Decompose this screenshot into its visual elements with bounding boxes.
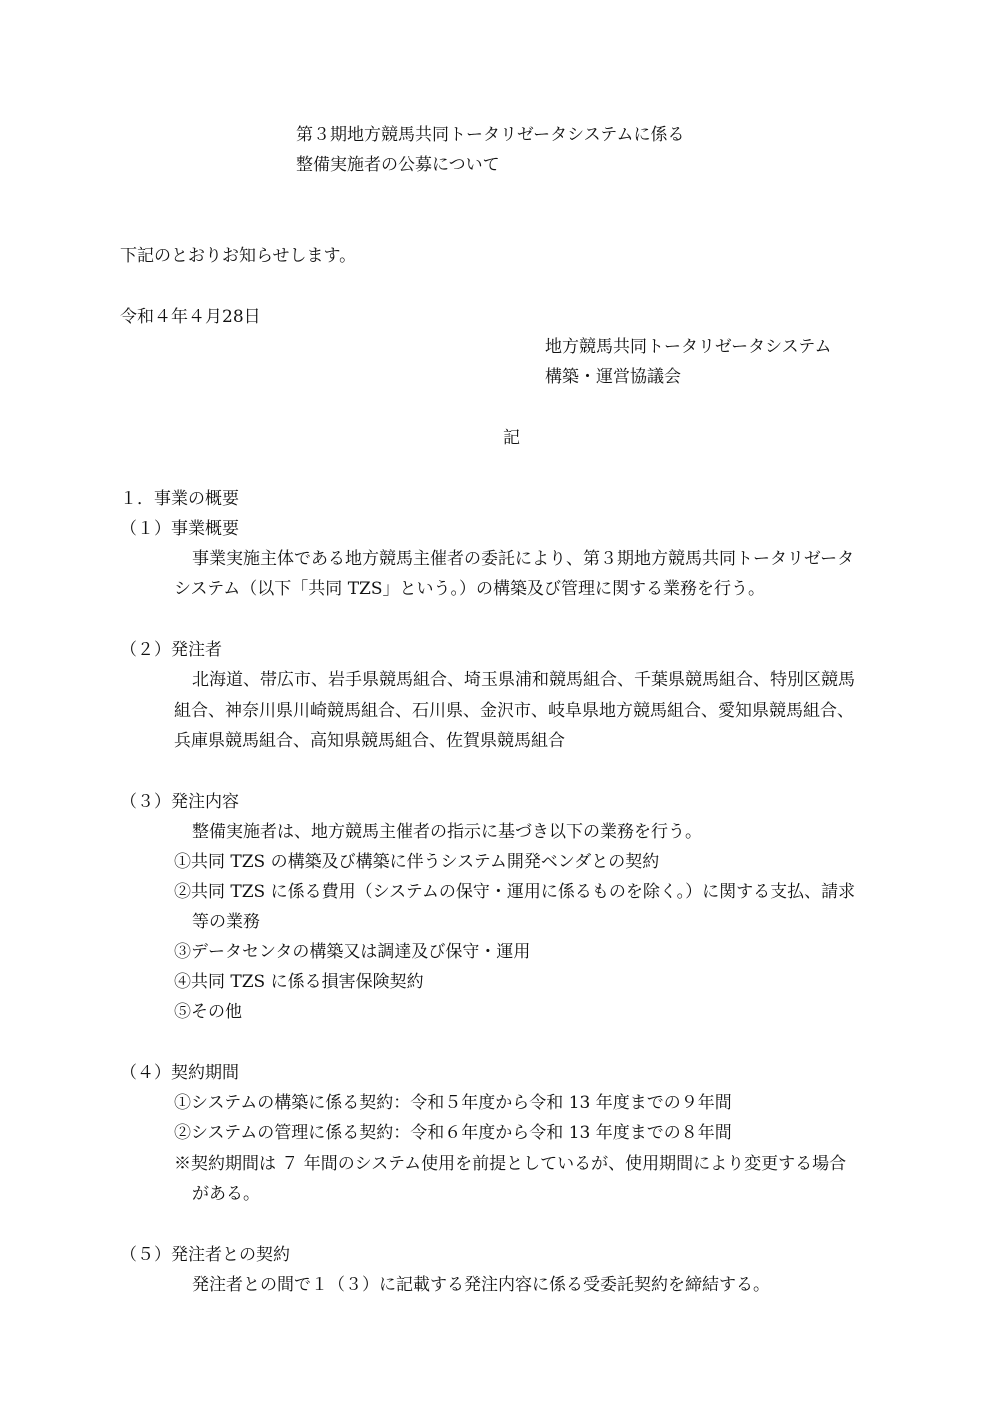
subsection-5-body: 発注者との間で１（３）に記載する発注内容に係る受委託契約を締結する。 <box>192 1275 770 1295</box>
subsection-3-item-2-line-2: 等の業務 <box>192 912 260 932</box>
subsection-4-item-1: ①システムの構築に係る契約：令和５年度から令和 13 年度までの９年間 <box>174 1093 732 1113</box>
subsection-2-body-line-1: 北海道、帯広市、岩手県競馬組合、埼玉県浦和競馬組合、千葉県競馬組合、特別区競馬 <box>192 670 855 690</box>
issuer-line-1: 地方競馬共同トータリゼータシステム <box>545 337 832 357</box>
issuer-line-2: 構築・運営協議会 <box>545 367 681 387</box>
subsection-5-heading: （５）発注者との契約 <box>120 1245 290 1265</box>
subsection-3-item-4: ④共同 TZS に係る損害保険契約 <box>174 972 424 992</box>
issue-date: 令和４年４月28日 <box>120 307 261 327</box>
intro-text: 下記のとおりお知らせします。 <box>120 246 357 266</box>
subsection-1-heading: （１）事業概要 <box>120 519 239 539</box>
subsection-1-body-line-1: 事業実施主体である地方競馬主催者の委託により、第３期地方競馬共同トータリゼータ <box>192 549 855 569</box>
subsection-3-item-3: ③データセンタの構築又は調達及び保守・運用 <box>174 942 531 962</box>
subsection-4-heading: （４）契約期間 <box>120 1063 239 1083</box>
subsection-1-body-line-2: システム（以下「共同 TZS」という。）の構築及び管理に関する業務を行う。 <box>174 579 765 599</box>
title-line-1: 第３期地方競馬共同トータリゼータシステムに係る <box>296 125 685 145</box>
subsection-4-note-line-1: ※契約期間は ７ 年間のシステム使用を前提としているが、使用期間により変更する場合 <box>174 1154 847 1174</box>
subsection-3-body: 整備実施者は、地方競馬主催者の指示に基づき以下の業務を行う。 <box>192 822 702 842</box>
subsection-3-heading: （３）発注内容 <box>120 792 239 812</box>
subsection-2-heading: （２）発注者 <box>120 640 222 660</box>
subsection-4-note-line-2: がある。 <box>192 1184 260 1204</box>
subsection-3-item-5: ⑤その他 <box>174 1002 242 1022</box>
subsection-3-item-1: ①共同 TZS の構築及び構築に伴うシステム開発ベンダとの契約 <box>174 852 660 872</box>
section-1-heading: １．事業の概要 <box>120 489 239 509</box>
subsection-2-body-line-3: 兵庫県競馬組合、高知県競馬組合、佐賀県競馬組合 <box>174 731 565 751</box>
subsection-3-item-2-line-1: ②共同 TZS に係る費用（システムの保守・運用に係るものを除く。）に関する支払、請求 <box>174 882 856 902</box>
subsection-2-body-line-2: 組合、神奈川県川崎競馬組合、石川県、金沢市、岐阜県地方競馬組合、愛知県競馬組合、 <box>174 701 854 721</box>
subsection-4-item-2: ②システムの管理に係る契約：令和６年度から令和 13 年度までの８年間 <box>174 1123 732 1143</box>
ki-marker: 記 <box>503 428 520 448</box>
title-line-2: 整備実施者の公募について <box>296 155 500 175</box>
